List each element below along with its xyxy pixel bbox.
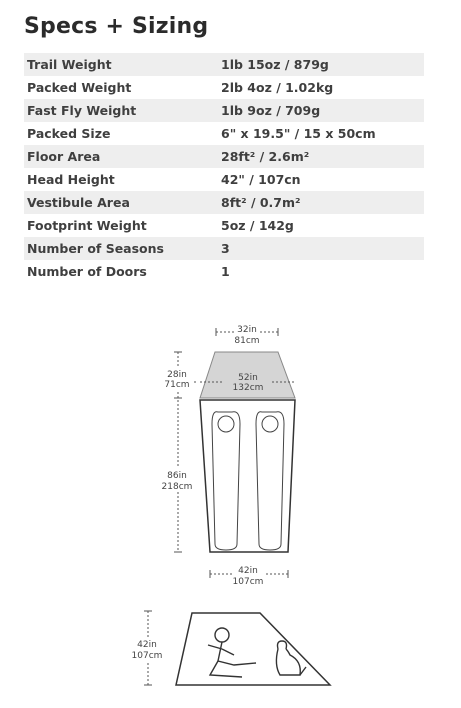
foot-width-in-label: 42in: [238, 566, 258, 576]
top-width-dimension: [216, 323, 278, 346]
vestibule-depth-cm-label: 71cm: [164, 380, 190, 390]
table-row: [24, 99, 424, 122]
spec-value: 1lb 9oz / 709g: [218, 99, 424, 122]
top-width-in-label: 32in: [237, 325, 257, 335]
table-row: [24, 122, 424, 145]
tent-side-view-diagram: [130, 605, 340, 695]
spec-label: Head Height: [27, 172, 115, 187]
vestibule-width-cm-label: 132cm: [232, 383, 264, 393]
spec-value: 42" / 107cn: [221, 172, 301, 187]
spec-value: 1: [221, 264, 230, 279]
sleeping-bag-left: [212, 412, 240, 550]
sleeping-bag-right: [256, 412, 284, 550]
table-row: [24, 168, 424, 191]
length-cm-label: 218cm: [161, 482, 193, 492]
table-row: [24, 260, 424, 283]
table-row: [24, 237, 424, 260]
page-title: Specs + Sizing: [24, 14, 209, 39]
foot-width-cm-label: 107cm: [232, 577, 264, 587]
spec-value: 8ft² / 0.7m²: [218, 191, 424, 214]
spec-value: 5oz / 142g: [221, 218, 294, 233]
vestibule-width-in-label: 52in: [238, 373, 258, 383]
height-cm-label: 107cm: [131, 651, 163, 661]
spec-value: 2lb 4oz / 1.02kg: [221, 80, 334, 95]
spec-value: 3: [218, 237, 424, 260]
table-row: [24, 76, 424, 99]
vestibule-depth-in-label: 28in: [167, 370, 187, 380]
length-in-label: 86in: [167, 471, 187, 481]
height-in-label: 42in: [137, 640, 157, 650]
tent-floor-plan-diagram: [160, 320, 320, 590]
specs-table: [24, 53, 424, 283]
top-width-cm-label: 81cm: [234, 336, 260, 346]
table-row: [24, 53, 424, 76]
spec-label: Fast Fly Weight: [24, 99, 218, 122]
spec-label: Footprint Weight: [27, 218, 147, 233]
table-row: [24, 191, 424, 214]
table-row: [24, 145, 424, 168]
spec-label: Floor Area: [24, 145, 218, 168]
spec-label: Vestibule Area: [24, 191, 218, 214]
spec-label: Trail Weight: [24, 53, 218, 76]
spec-value: 6" x 19.5" / 15 x 50cm: [221, 126, 376, 141]
table-row: [24, 214, 424, 237]
spec-label: Packed Weight: [27, 80, 132, 95]
tent-side-profile: [176, 613, 330, 685]
spec-value: 28ft² / 2.6m²: [218, 145, 424, 168]
spec-label: Number of Doors: [27, 264, 147, 279]
spec-label: Packed Size: [27, 126, 111, 141]
spec-label: Number of Seasons: [24, 237, 218, 260]
spec-value: 1lb 15oz / 879g: [218, 53, 424, 76]
